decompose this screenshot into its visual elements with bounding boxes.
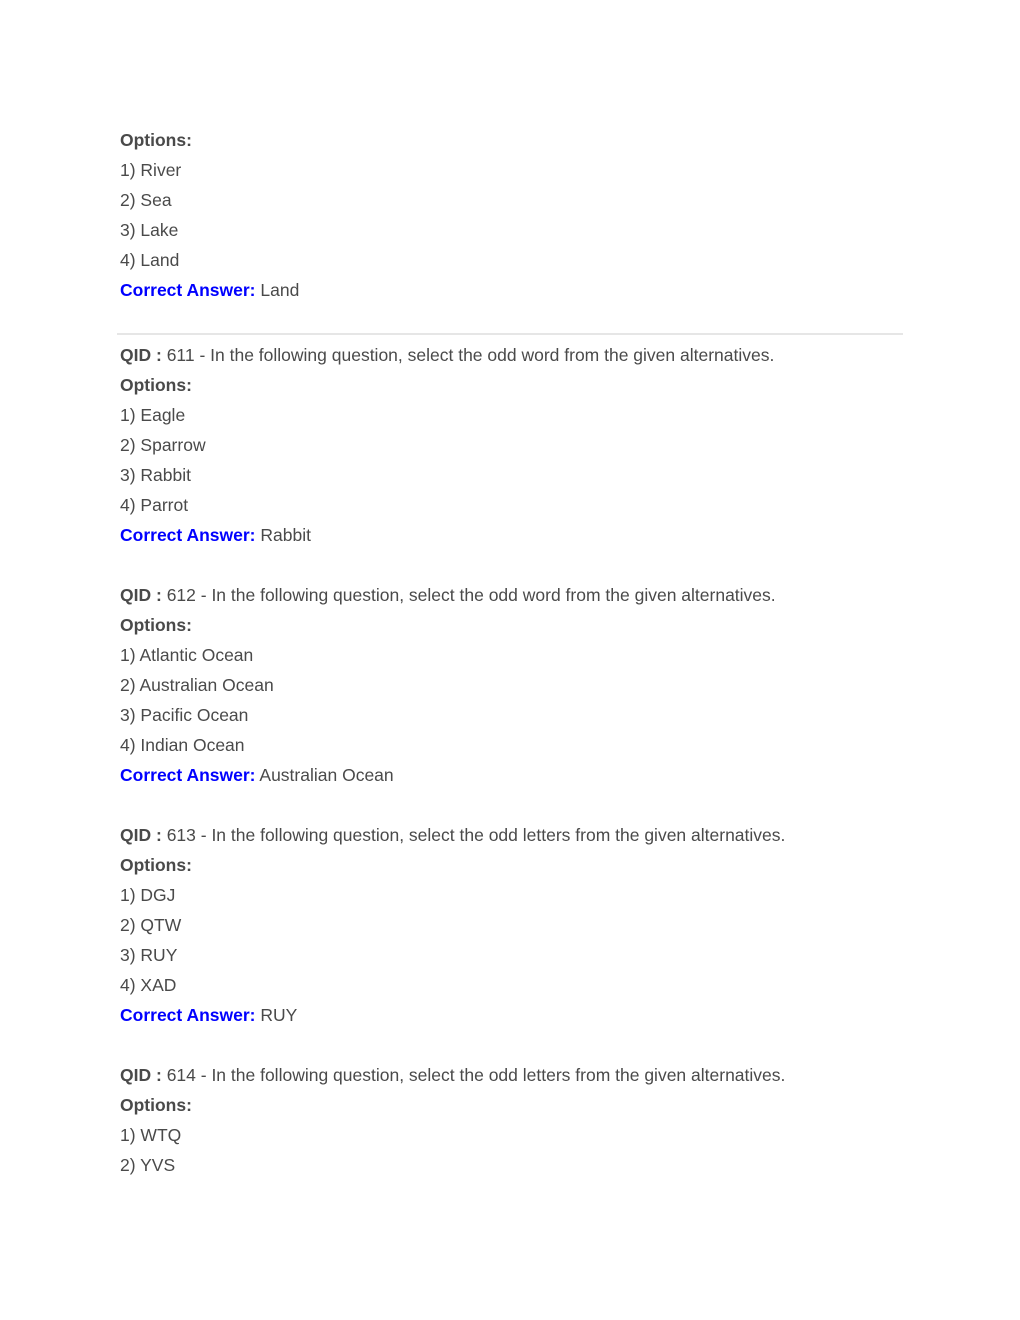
- options-label: Options:: [120, 1095, 192, 1115]
- option-item: 3) Lake: [120, 220, 179, 240]
- correct-answer-row: [120, 275, 903, 305]
- qid-label: QID :: [120, 825, 162, 845]
- option-item: 1) Atlantic Ocean: [120, 645, 254, 665]
- option-item: 2) YVS: [120, 1155, 176, 1175]
- qid-label: QID :: [120, 585, 162, 605]
- option-item: 3) RUY: [120, 945, 178, 965]
- option-item: 3) Rabbit: [120, 465, 192, 485]
- option-item: 2) Sea: [120, 190, 172, 210]
- option-item: 2) Australian Ocean: [120, 675, 274, 695]
- option-item: 4) Indian Ocean: [120, 735, 245, 755]
- options-label: Options:: [120, 615, 192, 635]
- question-block: [120, 1060, 903, 1180]
- option-item: 1) DGJ: [120, 885, 176, 905]
- options-label: Options:: [120, 130, 192, 150]
- correct-answer-row: [120, 760, 903, 790]
- correct-answer-value: RUY: [260, 1005, 298, 1025]
- question-text: - In the following question, select the odd word from the given alternatives.: [195, 585, 776, 605]
- question-block: [120, 340, 903, 550]
- qid-number: 612: [166, 585, 196, 605]
- question-header: [120, 340, 903, 370]
- question-text: - In the following question, select the odd letters from the given alternatives.: [195, 1065, 786, 1085]
- option-item: 3) Pacific Ocean: [120, 705, 249, 725]
- option-item: 2) Sparrow: [120, 435, 206, 455]
- option-item: 4) Parrot: [120, 495, 189, 515]
- correct-answer-row: [120, 1000, 903, 1030]
- qid-label: QID :: [120, 1065, 162, 1085]
- question-continuation: [120, 125, 903, 305]
- correct-answer-value: Rabbit: [260, 525, 311, 545]
- correct-answer-label: Correct Answer:: [120, 765, 256, 785]
- question-block: [120, 580, 903, 790]
- qid-number: 611: [166, 345, 195, 365]
- correct-answer-label: Correct Answer:: [120, 1005, 256, 1025]
- options-label: Options:: [120, 855, 192, 875]
- correct-answer-row: [120, 520, 903, 550]
- qid-number: 614: [166, 1065, 196, 1085]
- qid-label: QID :: [120, 345, 162, 365]
- question-text: - In the following question, select the odd word from the given alternatives.: [194, 345, 775, 365]
- question-header: [120, 1060, 903, 1090]
- question-list: [120, 340, 903, 1210]
- question-block: [120, 820, 903, 1030]
- correct-answer-label: Correct Answer:: [120, 280, 256, 300]
- option-item: 1) Eagle: [120, 405, 186, 425]
- question-text: - In the following question, select the odd letters from the given alternatives.: [195, 825, 786, 845]
- question-header: [120, 820, 903, 850]
- correct-answer-value: Land: [260, 280, 300, 300]
- option-item: 4) XAD: [120, 975, 177, 995]
- correct-answer-value: Australian Ocean: [259, 765, 394, 785]
- qid-number: 613: [166, 825, 196, 845]
- question-header: [120, 580, 903, 610]
- options-label: Options:: [120, 375, 192, 395]
- option-item: 4) Land: [120, 250, 180, 270]
- correct-answer-label: Correct Answer:: [120, 525, 256, 545]
- option-item: 2) QTW: [120, 915, 182, 935]
- divider: [117, 333, 903, 335]
- option-item: 1) WTQ: [120, 1125, 182, 1145]
- option-item: 1) River: [120, 160, 182, 180]
